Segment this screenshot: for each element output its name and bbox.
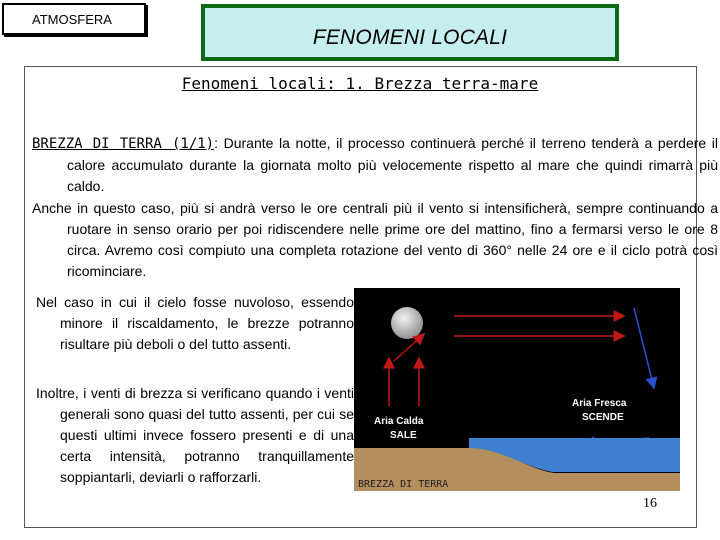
label-rises: SALE	[390, 430, 417, 441]
page-number: 16	[643, 496, 657, 511]
paragraph-1-text: : Durante la notte, il processo continuerà perché il terreno tenderà a perdere il calore accumulato durante la giornata molto più velocemente rispetto al mare che quindi rimarrà più caldo.	[67, 135, 718, 194]
section-label: ATMOSFERA	[32, 12, 112, 27]
label-cool-air: Aria Fresca	[572, 398, 627, 409]
slide-heading: Fenomeni locali: 1. Brezza terra-mare	[181, 74, 539, 93]
paragraph-4-text: Inoltre, i venti di brezza si verificano quando i venti generali sono quasi del tutto assenti, per cui se questi ultimi invece fossero presenti e di una certa intensità, potranno tranquillamente soppiantarli, deviarli o rafforzarli.	[36, 385, 354, 485]
slide-title: FENOMENI LOCALI	[312, 26, 508, 49]
label-sinks: SCENDE	[582, 412, 624, 423]
paragraph-3-text: Nel caso in cui il cielo fosse nuvoloso, essendo minore il riscaldamento, le brezze potranno risultare più deboli o del tutto assenti.	[36, 294, 354, 352]
land-breeze-svg	[354, 288, 680, 491]
term-brezza-di-terra: BREZZA DI TERRA (1/1)	[32, 136, 215, 152]
paragraph-brezza-di-terra	[32, 133, 718, 197]
section-label-box	[2, 3, 146, 35]
paragraph-cloudy	[36, 292, 354, 355]
diagram-caption: BREZZA DI TERRA	[358, 479, 449, 490]
paragraph-general-winds	[36, 383, 354, 488]
paragraph-rotation	[32, 198, 718, 282]
slide-title-box	[201, 4, 619, 61]
label-warm-air: Aria Calda	[374, 416, 424, 427]
moon-icon	[391, 307, 423, 339]
land-breeze-diagram	[354, 288, 680, 491]
paragraph-2-text: Anche in questo caso, più si andrà verso le ore centrali più il vento si intensificherà, sempre continuando a ruotare in senso orario per poi ridiscendere nelle prime ore del mattino, fino a fermarsi verso le ore 8 circa. Avremo così compiuto una completa rotazione del vento di 360° nelle 24 ore e il ciclo potrà così ricominciare.	[32, 200, 718, 279]
